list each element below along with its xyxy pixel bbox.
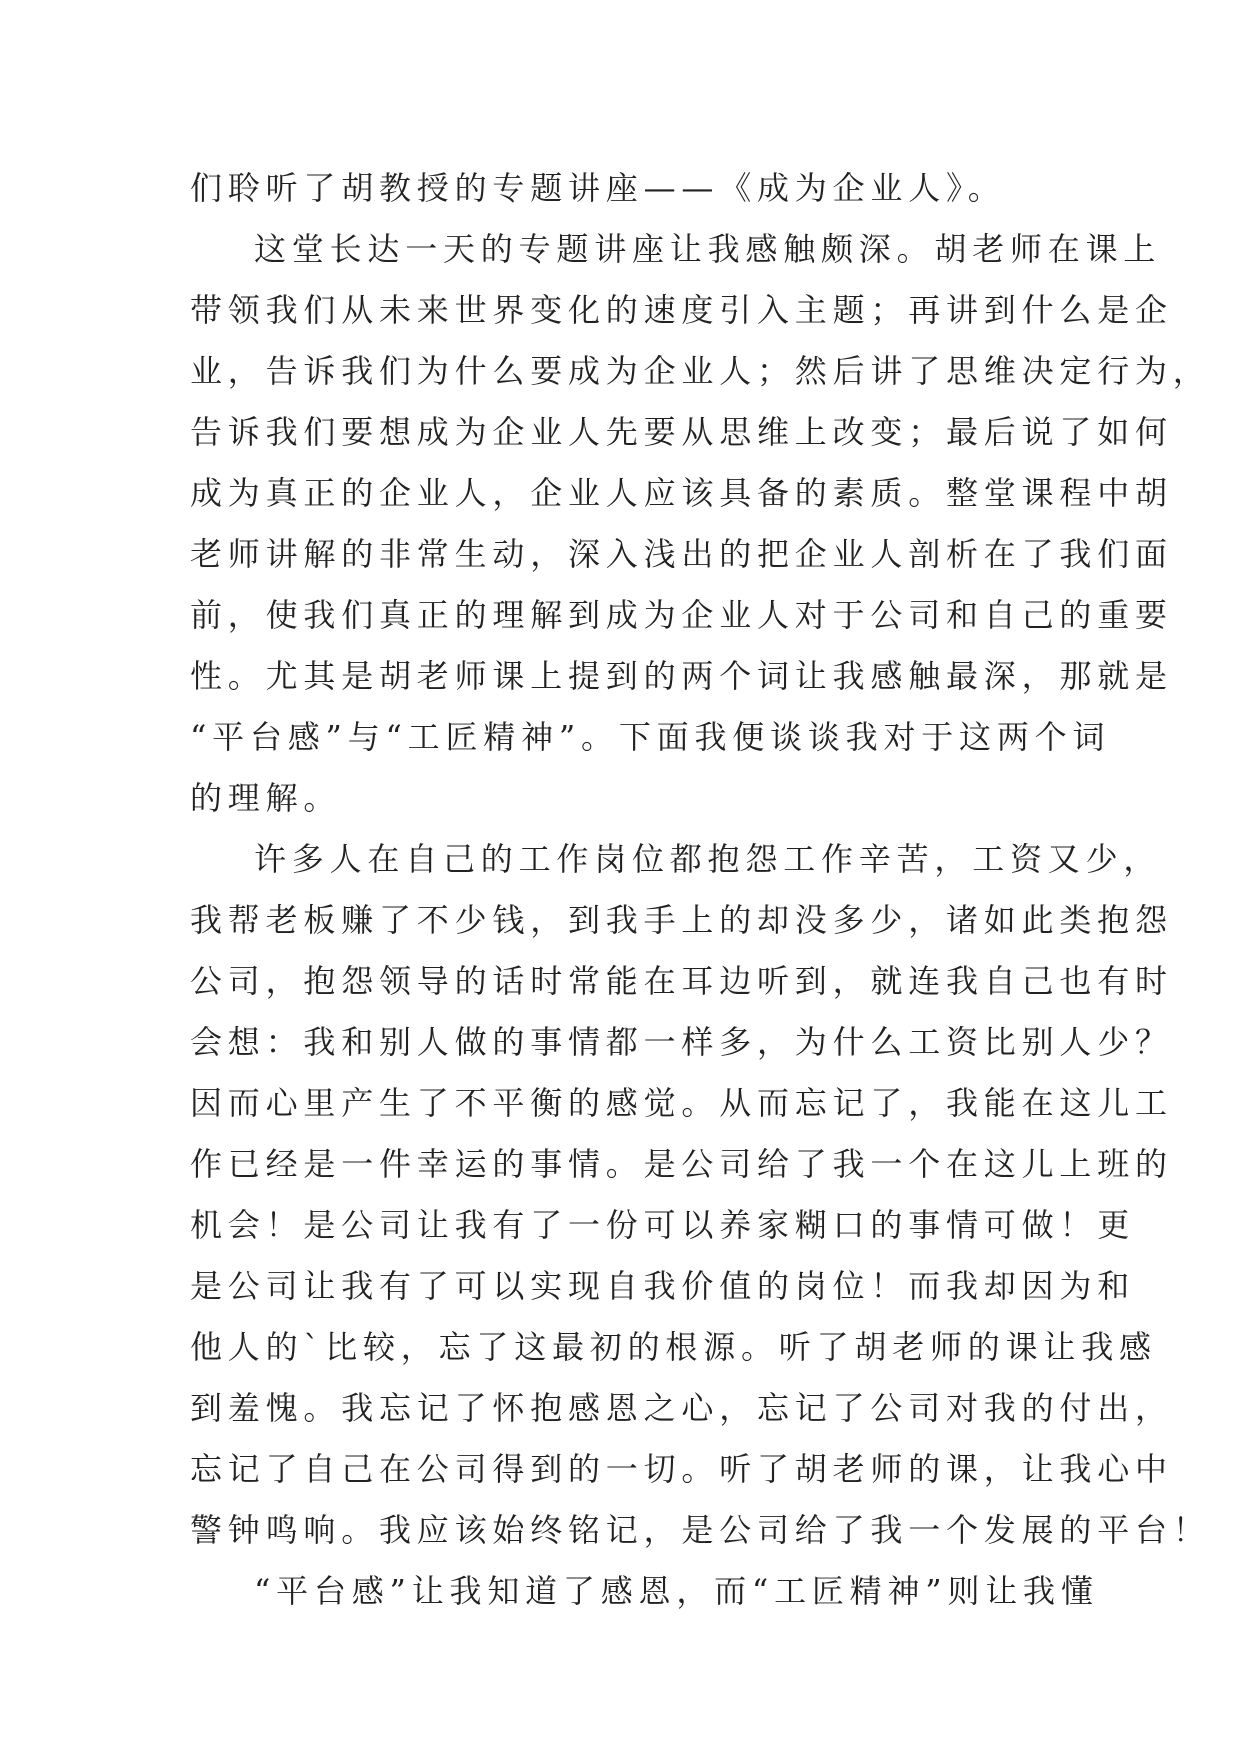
text-line: 这堂长达一天的专题讲座让我感触颇深。胡老师在课上 (254, 230, 1162, 268)
document-body (190, 158, 1211, 1622)
text-line: 会想：我和别人做的事情都一样多，为什么工资比别人少？ (190, 1023, 1173, 1061)
text-line: 因而心里产生了不平衡的感觉。从而忘记了，我能在这儿工 (190, 1084, 1173, 1122)
text-line: 性。尤其是胡老师课上提到的两个词让我感触最深，那就是 (190, 657, 1173, 695)
text-line: 作已经是一件幸运的事情。是公司给了我一个在这儿上班的 (190, 1145, 1173, 1183)
text-line: 警钟鸣响。我应该始终铭记，是公司给了我一个发展的平台！ (190, 1511, 1211, 1549)
text-line: 是公司让我有了可以实现自我价值的岗位！而我却因为和 (190, 1267, 1136, 1305)
text-line: 忘记了自己在公司得到的一切。听了胡老师的课，让我心中 (190, 1450, 1173, 1488)
text-line: 老师讲解的非常生动，深入浅出的把企业人剖析在了我们面 (190, 535, 1173, 573)
text-line: 前，使我们真正的理解到成为企业人对于公司和自己的重要 (190, 596, 1173, 634)
text-line: 告诉我们要想成为企业人先要从思维上改变；最后说了如何 (190, 413, 1173, 451)
text-line: 业，告诉我们为什么要成为企业人；然后讲了思维决定行为， (190, 352, 1211, 390)
text-line: “平台感”让我知道了感恩，而“工匠精神”则让我懂 (254, 1572, 1099, 1610)
text-line: 的理解。 (190, 779, 342, 817)
text-line: “平台感”与“工匠精神”。下面我便谈谈我对于这两个词 (190, 718, 1111, 756)
text-line: 他人的`比较，忘了这最初的根源。听了胡老师的课让我感 (190, 1328, 1157, 1366)
text-line: 我帮老板赚了不少钱，到我手上的却没多少，诸如此类抱怨 (190, 901, 1173, 939)
text-line: 许多人在自己的工作岗位都抱怨工作辛苦，工资又少， (254, 840, 1162, 878)
text-line: 们聆听了胡教授的专题讲座——《成为企业人》。 (190, 169, 1006, 207)
text-line: 公司，抱怨领导的话时常能在耳边听到，就连我自己也有时 (190, 962, 1173, 1000)
text-line: 机会！是公司让我有了一份可以养家糊口的事情可做！更 (190, 1206, 1136, 1244)
text-line: 成为真正的企业人，企业人应该具备的素质。整堂课程中胡 (190, 474, 1173, 512)
text-line: 到羞愧。我忘记了怀抱感恩之心，忘记了公司对我的付出， (190, 1389, 1173, 1427)
text-line: 带领我们从未来世界变化的速度引入主题；再讲到什么是企 (190, 291, 1173, 329)
